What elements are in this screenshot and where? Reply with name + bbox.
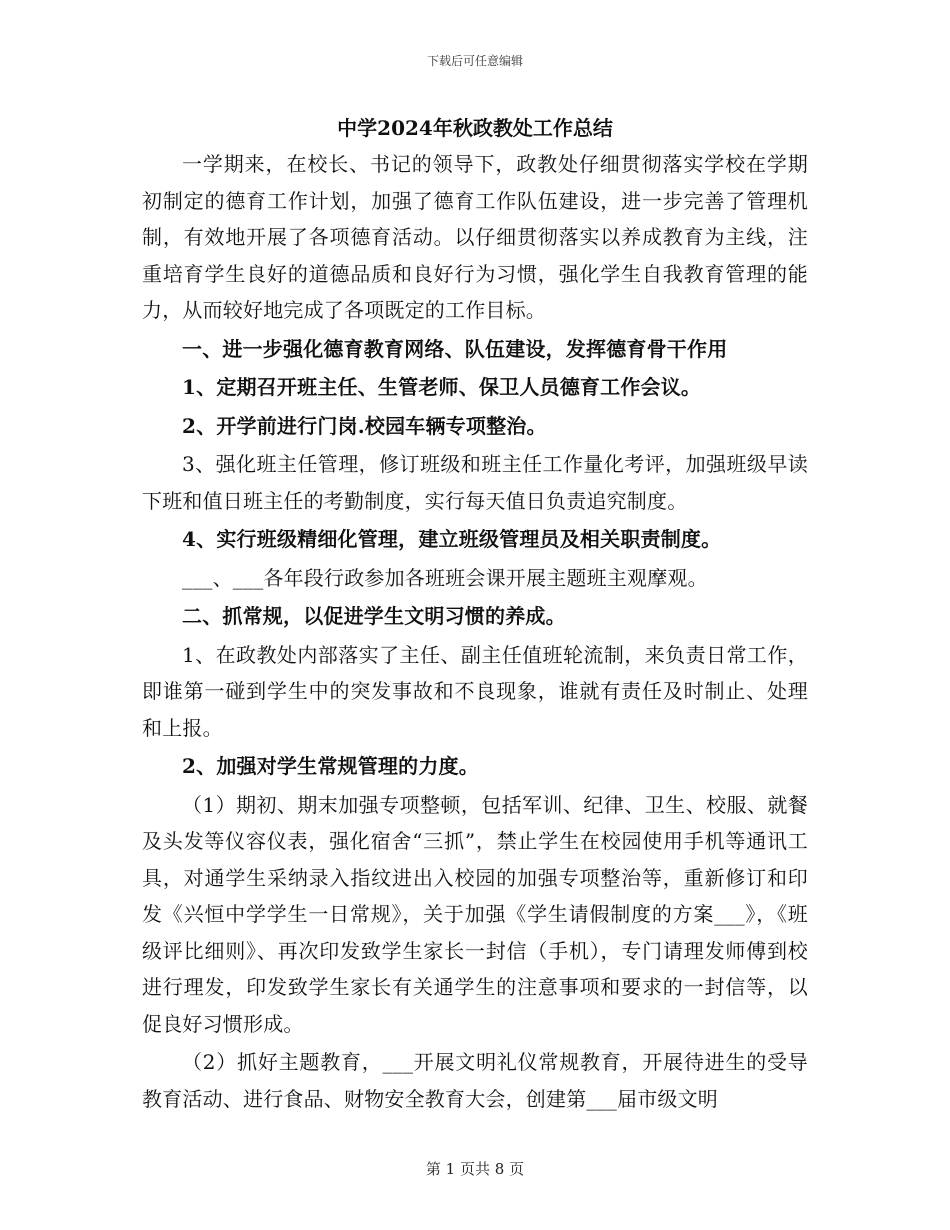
list-item-1-5: ___、___各年段行政参加各班班会课开展主题班主观摩观。	[182, 565, 708, 590]
document-title: 中学2024年秋政教处工作总结	[337, 116, 613, 140]
list-item-1-2: 2、开学前进行门岗.校园车辆专项整治。	[182, 413, 547, 438]
section-heading-2: 二、抓常规，以促进学生文明习惯的养成。	[182, 604, 566, 628]
sub-item-2-2-2: （2）抓好主题教育，___开展文明礼仪常规教育，开展待进生的受导教育活动、进行食品、财物安全教育大会，创建第___届市级文明	[142, 1050, 808, 1111]
section-heading-1: 一、进一步强化德育教育网络、队伍建设，发挥德育骨干作用	[182, 336, 728, 361]
document-body	[142, 110, 808, 1117]
list-item-2-2: 2、加强对学生常规管理的力度。	[182, 754, 479, 778]
list-item-1-3: 3、强化班主任管理，修订班级和班主任工作量化考评，加强班级早读下班和值日班主任的考勤制度，实行每天值日负责追究制度。	[142, 452, 808, 513]
page-footer: 第 1 页共 8 页	[425, 1160, 525, 1178]
paragraph-intro: 一学期来，在校长、书记的领导下，政教处仔细贯彻落实学校在学期初制定的德育工作计划，加强了德育工作队伍建设，进一步完善了管理机制，有效地开展了各项德育活动。以仔细贯彻落实以养成教育为主线，注重培育学生良好的道德品质和良好行为习惯，强化学生自我教育管理的能力，从而较好地完成了各项既定的工作目标。	[142, 152, 808, 322]
sub-item-2-2-1: （1）期初、期末加强专项整顿，包括军训、纪律、卫生、校服、就餐及头发等仪容仪表，强化宿舍“三抓”，禁止学生在校园使用手机等通讯工具，对通学生采纳录入指纹进出入校园的加强专项整治等，重新修订和印发《兴恒中学学生一日常规》，关于加强《学生请假制度的方案___》，《班级评比细则》、再次印发致学生家长一封信（手机），专门请理发师傅到校进行理发，印发致学生家长有关通学生的注意事项和要求的一封信等，以促良好习惯形成。	[142, 792, 808, 1036]
list-item-1-1: 1、定期召开班主任、生管老师、保卫人员德育工作会议。	[182, 375, 702, 399]
page-header: 下载后可任意编辑	[426, 54, 523, 68]
list-item-2-1: 1、在政教处内部落实了主任、副主任值班轮流制，来负责日常工作，即谁第一碰到学生中的突发事故和不良现象，谁就有责任及时制止、处理和上报。	[142, 642, 808, 740]
list-item-1-4: 4、实行班级精细化管理，建立班级管理员及相关职责制度。	[182, 527, 722, 551]
